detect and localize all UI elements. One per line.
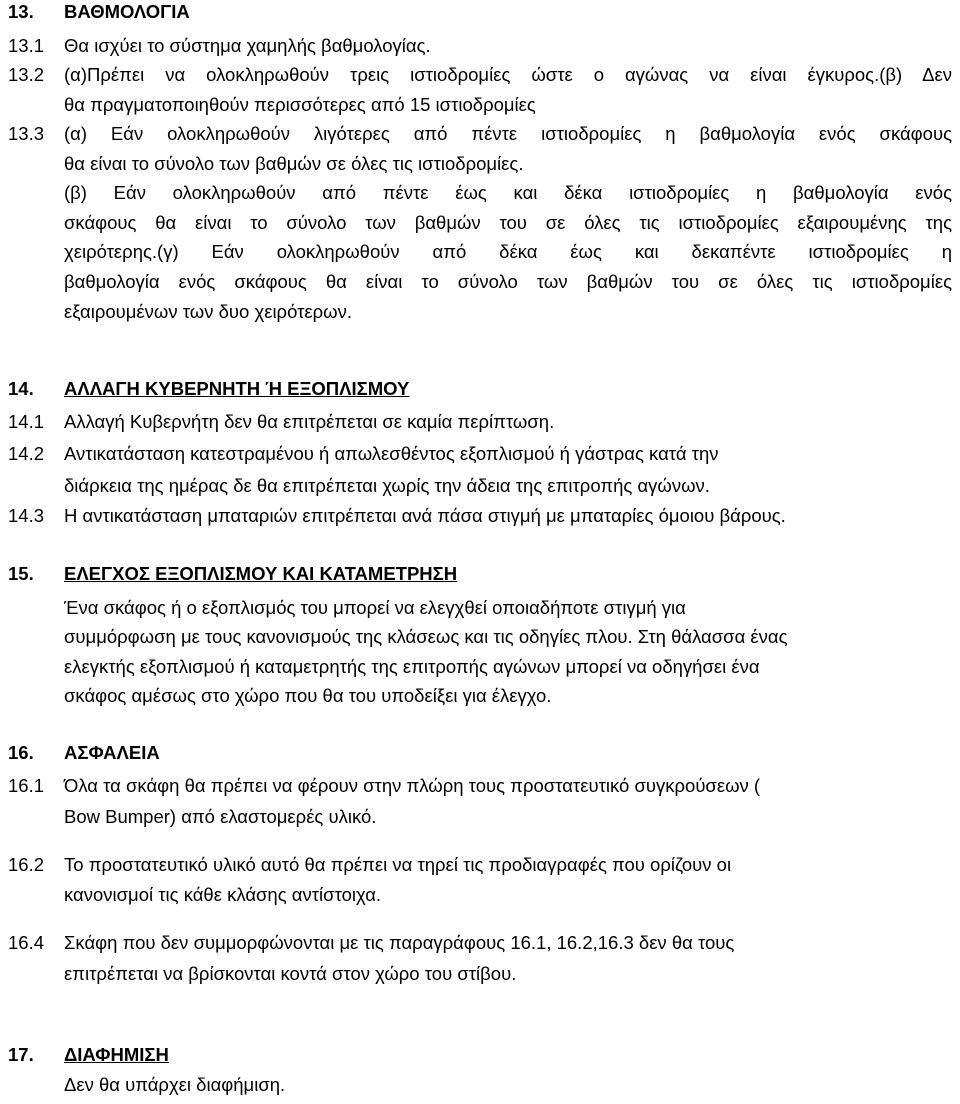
- section-17-number: 17.: [8, 1044, 34, 1065]
- item-14-1-text: Αλλαγή Κυβερνήτη δεν θα επιτρέπεται σε καμία περίπτωση.: [64, 411, 555, 432]
- item-16-1-line-1: Όλα τα σκάφη θα πρέπει να φέρουν στην πλώρη τους προστατευτικό συγκρούσεων (: [64, 775, 761, 796]
- section-16-title: ΑΣΦΑΛΕΙΑ: [64, 742, 160, 763]
- section-15-line-1: Ένα σκάφος ή ο εξοπλισμός του μπορεί να ελεγχθεί οποιαδήποτε στιγμή για: [64, 597, 686, 618]
- section-15-title: ΕΛΕΓΧΟΣ ΕΞΟΠΛΙΣΜΟΥ ΚΑΙ ΚΑΤΑΜΕΤΡΗΣΗ: [64, 563, 458, 584]
- item-13-1-text: Θα ισχύει το σύστημα χαμηλής βαθμολογίας.: [64, 35, 431, 56]
- item-13-2-line-1: (α)Πρέπει να ολοκληρωθούν τρεις ιστιοδρομίες ώστε ο αγώνας να είναι έγκυρος.(β) Δεν: [64, 64, 952, 85]
- item-16-2-line-1: Το προστατευτικό υλικό αυτό θα πρέπει να τηρεί τις προδιαγραφές που ορίζουν οι: [64, 854, 732, 875]
- item-14-2-number: 14.2: [8, 443, 45, 464]
- item-16-4-number: 16.4: [8, 932, 45, 953]
- item-16-1-number: 16.1: [8, 775, 45, 796]
- section-15-line-3: ελεγκτής εξοπλισμού ή καταμετρητής της επιτροπής αγώνων μπορεί να οδηγήσει ένα: [64, 656, 760, 677]
- section-13-title: ΒΑΘΜΟΛΟΓΙΑ: [64, 1, 190, 22]
- item-16-4-line-1: Σκάφη που δεν συμμορφώνονται με τις παραγράφους 16.1, 16.2,16.3 δεν θα τους: [64, 932, 735, 953]
- item-13-2-number: 13.2: [8, 64, 45, 85]
- item-13-3-line-3: (β) Εάν ολοκληρωθούν από πέντε έως και δέκα ιστιοδρομίες η βαθμολογία ενός: [64, 182, 952, 203]
- item-13-3-line-1: (α) Εάν ολοκληρωθούν λιγότερες από πέντε ιστιοδρομίες η βαθμολογία ενός σκάφους: [64, 123, 952, 144]
- item-14-3-number: 14.3: [8, 505, 45, 526]
- item-13-3-line-7: εξαιρουμένων των δυο χειρότερων.: [64, 301, 353, 322]
- section-17-text: Δεν θα υπάρχει διαφήμιση.: [64, 1074, 286, 1095]
- item-13-3-number: 13.3: [8, 123, 45, 144]
- section-15-number: 15.: [8, 563, 34, 584]
- item-16-1-line-2: Bow Bumper) από ελαστομερές υλικό.: [64, 806, 377, 827]
- item-16-2-line-2: κανονισμοί τις κάθε κλάσης αντίστοιχα.: [64, 884, 382, 905]
- section-17-title: ΔΙΑΦΗΜΙΣΗ: [64, 1044, 169, 1065]
- item-14-1-number: 14.1: [8, 411, 45, 432]
- item-13-3-line-5: χειρότερης.(γ) Εάν ολοκληρωθούν από δέκα έως και δεκαπέντε ιστιοδρομίες η: [64, 241, 952, 262]
- section-16-number: 16.: [8, 742, 34, 763]
- section-15-line-2: συμμόρφωση με τους κανονισμούς της κλάσεως και τις οδηγίες πλου. Στη θάλασσα ένας: [64, 626, 788, 647]
- item-13-3-line-4: σκάφους θα είναι το σύνολο των βαθμών του σε όλες τις ιστιοδρομίες εξαιρουμένης της: [64, 212, 952, 233]
- section-15-line-4: σκάφος αμέσως στο χώρο που θα του υποδείξει για έλεγχο.: [64, 685, 552, 706]
- item-13-3-line-2: θα είναι το σύνολο των βαθμών σε όλες τις ιστιοδρομίες.: [64, 153, 524, 174]
- item-14-3-text: Η αντικατάσταση μπαταριών επιτρέπεται ανά πάσα στιγμή με μπαταρίες όμοιου βάρους.: [64, 505, 786, 526]
- item-13-2-line-2: θα πραγματοποιηθούν περισσότερες από 15 ιστιοδρομίες: [64, 94, 536, 115]
- item-16-2-number: 16.2: [8, 854, 45, 875]
- section-14-title: ΑΛΛΑΓΗ ΚΥΒΕΡΝΗΤΗ Ή ΕΞΟΠΛΙΣΜΟΥ: [64, 378, 410, 399]
- item-14-2-line-2: διάρκεια της ημέρας δε θα επιτρέπεται χωρίς την άδεια της επιτροπής αγώνων.: [64, 475, 710, 496]
- section-14-number: 14.: [8, 378, 34, 399]
- item-13-1-number: 13.1: [8, 35, 45, 56]
- item-14-2-line-1: Αντικατάσταση κατεστραμένου ή απωλεσθέντος εξοπλισμού ή γάστρας κατά την: [64, 443, 719, 464]
- item-13-3-line-6: βαθμολογία ενός σκάφους θα είναι το σύνολο των βαθμών του σε όλες τις ιστιοδρομίες: [64, 271, 952, 292]
- section-13-number: 13.: [8, 1, 34, 22]
- item-16-4-line-2: επιτρέπεται να βρίσκονται κοντά στον χώρο του στίβου.: [64, 963, 517, 984]
